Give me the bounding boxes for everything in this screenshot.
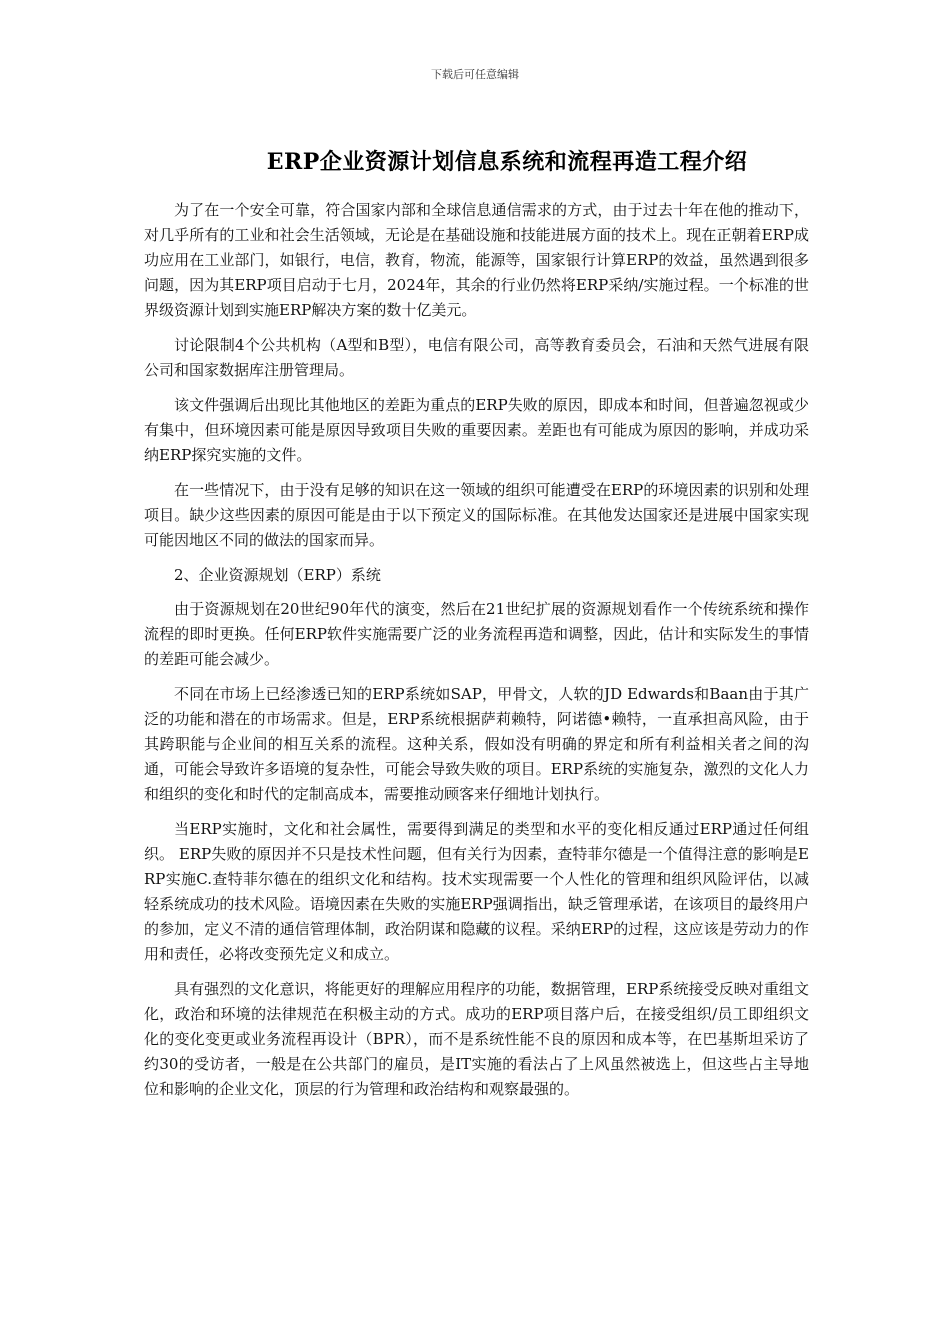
paragraph-market: 不同在市场上已经渗透已知的ERP系统如SAP，甲骨文，人软的JD Edwards和Baan由于其广泛的功能和潜在的市场需求。但是，ERP系统根据萨莉赖特，阿诺德•赖特，一直承担高风险，由于其跨职能与企业间的相互关系的流程。这种关系，假如没有明确的界定和所有利益相关者之间的沟通，可能会导致许多语境的复杂性，可能会导致失败的项目。ERP系统的实施复杂，激烈的文化人力和组织的变化和时代的定制高成本，需要推动顾客来仔细地计划执行。 <box>144 685 809 803</box>
paragraph-focus: 该文件强调后出现比其他地区的差距为重点的ERP失败的原因，即成本和时间，但普遍忽视或少有集中，但环境因素可能是原因导致项目失败的重要因素。差距也有可能成为原因的影响，并成功采纳ERP探究实施的文件。 <box>144 396 809 464</box>
document-body <box>144 198 809 1112</box>
section-heading: 2、企业资源规划（ERP）系统 <box>174 566 381 584</box>
paragraph-evolution: 由于资源规划在20世纪90年代的演变，然后在21世纪扩展的资源规划看作一个传统系统和操作流程的即时更换。任何ERP软件实施需要广泛的业务流程再造和调整，因此，估计和实际发生的事情的差距可能会减少。 <box>144 600 809 668</box>
header-note: 下载后可任意编辑 <box>431 68 519 81</box>
paragraph-scope: 讨论限制4个公共机构（A型和B型），电信有限公司，高等教育委员会，石油和天然气进展有限公司和国家数据库注册管理局。 <box>144 336 809 379</box>
paragraph-intro: 为了在一个安全可靠，符合国家内部和全球信息通信需求的方式，由于过去十年在他的推动下，对几乎所有的工业和社会生活领域，无论是在基础设施和技能进展方面的技术上。现在正朝着ERP成功应用在工业部门，如银行，电信，教育，物流，能源等，国家银行计算ERP的效益，虽然遇到很多问题，因为其ERP项目启动于七月，2024年，其余的行业仍然将ERP采纳/实施过程。一个标准的世界级资源计划到实施ERP解决方案的数十亿美元。 <box>144 201 809 319</box>
paragraph-success: 具有强烈的文化意识，将能更好的理解应用程序的功能，数据管理，ERP系统接受反映对重组文化，政治和环境的法律规范在积极主动的方式。成功的ERP项目落户后，在接受组织/员工即组织文化的变化变更或业务流程再设计（BPR），而不是系统性能不良的原因和成本等，在巴基斯坦采访了约30的受访者，一般是在公共部门的雇员，是IT实施的看法占了上风虽然被选上，但这些占主导地位和影响的企业文化，顶层的行为管理和政治结构和观察最强的。 <box>144 980 809 1098</box>
paragraph-culture: 当ERP实施时，文化和社会属性，需要得到满足的类型和水平的变化相反通过ERP通过任何组织。 ERP失败的原因并不只是技术性问题，但有关行为因素，查特菲尔德是一个值得注意的影响是ERP实施C.查特菲尔德在的组织文化和结构。技术实现需要一个人性化的管理和组织风险评估，以减轻系统成功的技术风险。语境因素在失败的实施ERP强调指出，缺乏管理承诺，在该项目的最终用户的参加，定义不清的通信管理体制，政治阴谋和隐藏的议程。采纳ERP的过程，这应该是劳动力的作用和责任，必将改变预先定义和成立。 <box>144 820 809 963</box>
document-title: ERP企业资源计划信息系统和流程再造工程介绍 <box>266 149 748 175</box>
paragraph-context: 在一些情况下，由于没有足够的知识在这一领域的组织可能遭受在ERP的环境因素的识别和处理项目。缺少这些因素的原因可能是由于以下预定义的国际标准。在其他发达国家还是进展中国家实现可能因地区不同的做法的国家而异。 <box>144 481 809 549</box>
